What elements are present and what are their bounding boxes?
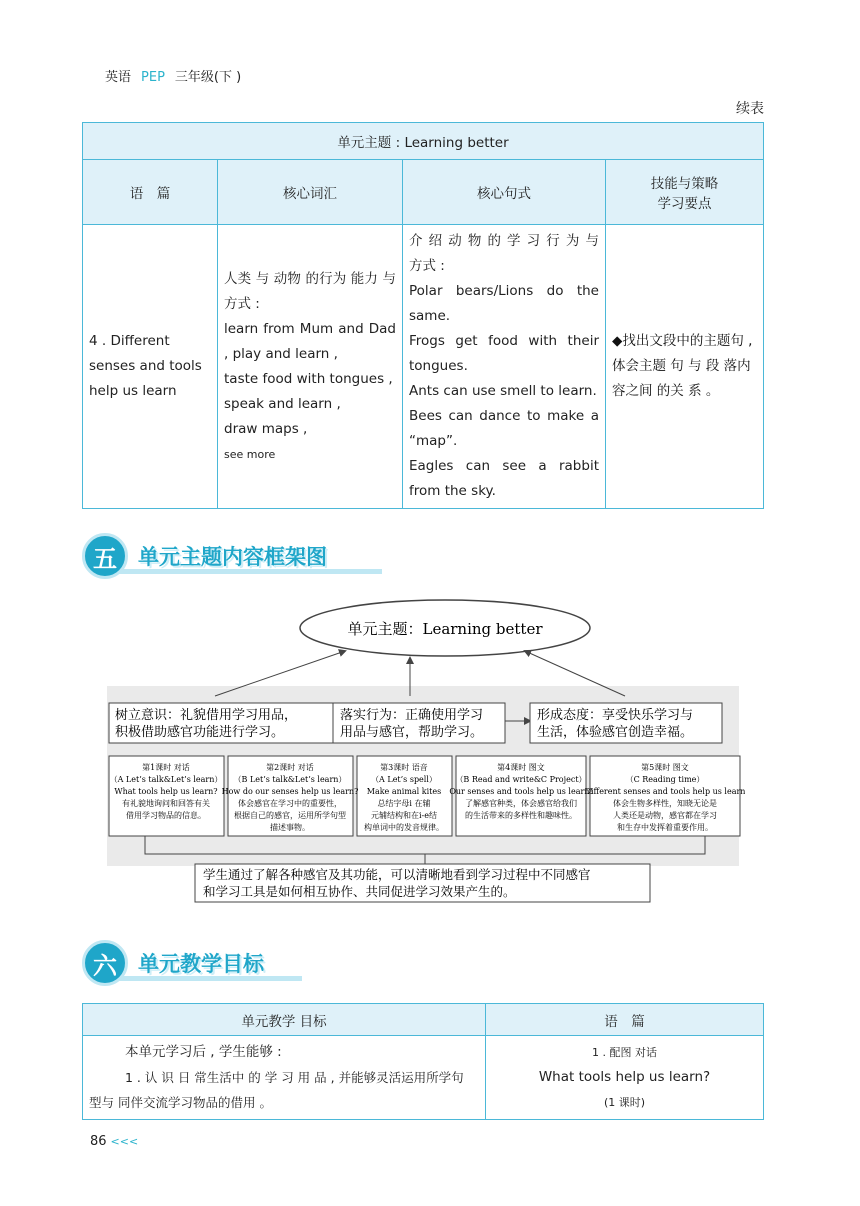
goal-text: 积极借助感官功能进行学习。 <box>115 725 285 740</box>
svg-text:有礼貌地询问和回答有关: 有礼貌地询问和回答有关 <box>122 799 210 808</box>
svg-text:（A Let’s spell）: （A Let’s spell） <box>371 775 437 784</box>
vocab-line: taste food with tongues , <box>224 370 393 387</box>
svg-text:体会生物多样性，知晓无论是: 体会生物多样性，知晓无论是 <box>613 799 717 808</box>
goal-item: 1 . 认 识 日 常生活中 的 学 习 用 品 , 并能够灵活运用所学句 型与 同伴交流学习物品的借用 。 <box>89 1070 464 1110</box>
summary-text: 学生通过了解各种感官及其功能，可以清晰地看到学习过程中不同感官 <box>203 867 591 882</box>
svg-text:构单词中的发音规律。: 构单词中的发音规律。 <box>364 823 444 832</box>
vocab-line: learn from Mum and Dad , play and learn , <box>224 320 396 362</box>
svg-text:借用学习物品的信息。: 借用学习物品的信息。 <box>126 811 206 820</box>
vocab-line: draw maps , <box>224 420 308 437</box>
goals-cell <box>83 1036 486 1120</box>
col-vocab: 核心词汇 <box>218 160 403 225</box>
unit-table <box>82 122 764 509</box>
footer <box>90 1134 138 1149</box>
col-text: 语 篇 <box>83 160 218 225</box>
section-five-heading <box>82 533 327 579</box>
vocab-cell <box>218 225 403 509</box>
center-text: 单元主题：Learning better <box>347 620 543 638</box>
col-skills: 技能与策略 学习要点 <box>606 160 764 225</box>
sentence-line: Frogs get food with their tongues. <box>409 333 599 374</box>
summary-text: 和学习工具是如何相互协作、共同促进学习效果产生的。 <box>203 884 516 899</box>
goal-text: 落实行为：正确使用学习 <box>340 708 484 723</box>
svg-text:描述事物。: 描述事物。 <box>270 823 310 832</box>
svg-text:根据自己的感官，运用所学句型: 根据自己的感官，运用所学句型 <box>234 811 346 820</box>
goal-text: 形成态度：享受快乐学习与 <box>537 708 694 723</box>
svg-text:人类还是动物，感官都在学习: 人类还是动物，感官都在学习 <box>613 811 717 820</box>
svg-text:第1课时 对话: 第1课时 对话 <box>142 763 190 772</box>
text-label: 1 . 配图 对话 <box>592 1046 657 1059</box>
arrows-icon: <<< <box>110 1135 139 1148</box>
goal-text: 树立意识：礼貌借用学习用品， <box>115 708 298 723</box>
goals-table <box>82 1003 764 1120</box>
goal-text: 生活，体验感官创造幸福。 <box>537 725 694 740</box>
svg-text:的生活带来的多样性和趣味性。: 的生活带来的多样性和趣味性。 <box>465 811 577 820</box>
svg-text:第4课时 图文: 第4课时 图文 <box>497 763 545 772</box>
text-hours: (1 课时) <box>603 1096 646 1109</box>
svg-text:Make animal kites: Make animal kites <box>366 787 442 796</box>
page-number: 86 <box>90 1134 107 1149</box>
vocab-line: see more <box>224 447 276 461</box>
svg-text:体会感官在学习中的重要性，: 体会感官在学习中的重要性， <box>238 799 342 808</box>
sentence-line: 介 绍 动 物 的 学 习 行 为 与 方式 : <box>409 233 599 274</box>
grade: 三年级(下 ) <box>174 70 242 85</box>
svg-text:What tools help us learn?: What tools help us learn? <box>114 787 218 796</box>
section-number: 六 <box>82 940 128 986</box>
text-title: What tools help us learn? <box>538 1069 711 1085</box>
sentence-line: Eagles can see a rabbit from the sky. <box>409 458 599 499</box>
svg-text:第3课时 语音: 第3课时 语音 <box>380 763 428 772</box>
svg-text:（B Read and write&C Project）: （B Read and write&C Project） <box>455 775 587 784</box>
sentence-line: Ants can use smell to learn. <box>409 383 597 399</box>
svg-text:（C Reading time）: （C Reading time） <box>625 775 705 784</box>
svg-text:第2课时 对话: 第2课时 对话 <box>266 763 314 772</box>
text-title: 4 . Different senses and tools help us learn <box>83 225 218 509</box>
edition: PEP <box>141 70 165 85</box>
vocab-line: speak and learn , <box>224 395 341 412</box>
sentence-line: Polar bears/Lions do the same. <box>409 283 599 324</box>
col-goals: 单元教学 目标 <box>83 1004 486 1036</box>
svg-text:（A Let’s talk&Let’s learn）: （A Let’s talk&Let’s learn） <box>109 775 223 784</box>
skills-cell <box>606 225 764 509</box>
subject: 英语 <box>105 70 132 85</box>
sentence-cell <box>403 225 606 509</box>
vocab-line: 人类 与 动物 的行为 能力 与 方式 : <box>224 270 396 312</box>
section-six-heading <box>82 940 264 986</box>
section-number: 五 <box>82 533 128 579</box>
svg-text:How do our senses help us lear: How do our senses help us learn? <box>221 787 359 796</box>
skills-text: ◆找出文段中的主题句 , 体会主题 句 与 段 落内容之间 的关 系 。 <box>612 333 753 399</box>
framework-diagram <box>105 596 745 906</box>
section-title: 单元教学目标 <box>138 952 264 976</box>
goal-text: 用品与感官，帮助学习。 <box>340 725 484 740</box>
svg-text:（B Let’s talk&Let’s learn）: （B Let’s talk&Let’s learn） <box>233 775 347 784</box>
text-cell <box>486 1036 764 1120</box>
svg-text:了解感官种类，体会感官给我们: 了解感官种类，体会感官给我们 <box>465 799 577 808</box>
svg-text:Different senses and tools hel: Different senses and tools help us learn <box>584 787 745 796</box>
svg-text:总结字母i 在辅: 总结字母i 在辅 <box>377 799 431 808</box>
col-sentence: 核心句式 <box>403 160 606 225</box>
section-title: 单元主题内容框架图 <box>138 545 327 569</box>
svg-text:第5课时 图文: 第5课时 图文 <box>641 763 689 772</box>
svg-text:Our senses and tools help us l: Our senses and tools help us learn! <box>449 787 593 796</box>
header <box>105 66 241 85</box>
sentence-line: Bees can dance to make a “map”. <box>409 408 599 449</box>
svg-text:元辅结构和在i-e结: 元辅结构和在i-e结 <box>371 811 437 820</box>
col-text: 语 篇 <box>486 1004 764 1036</box>
goals-intro: 本单元学习后 , 学生能够 : <box>125 1044 282 1060</box>
svg-text:和生存中发挥着重要作用。: 和生存中发挥着重要作用。 <box>617 823 713 832</box>
continued-label: 续表 <box>736 101 764 117</box>
theme-cell: 单元主题 : Learning better <box>83 123 764 160</box>
